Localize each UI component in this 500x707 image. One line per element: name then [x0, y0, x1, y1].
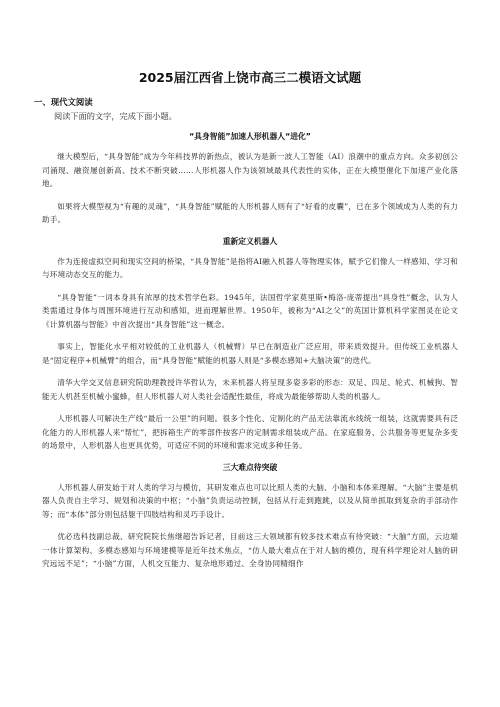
page-title: 2025届江西省上饶市高三二模语文试题 [138, 70, 362, 85]
paragraph: “具身智能”一词本身具有浓厚的技术哲学色彩。1945年，法国哲学家莫里斯•梅洛-庞蒂提出“具身性”概念，认为人类需通过身体与周围环境进行互动和感知，进而理解世界。1950年，被称为“AI之父”的英国计算机科学家图灵在论文《计算机器与智能》中首次提出“具身智能”这一概念。 [42, 292, 458, 329]
paragraph: 继大模型后，“具身智能”成为今年科技界的新热点，被认为是新一波人工智能（AI）浪潮中的重点方向。众多初创公司涌现、融资屡创新高、技术不断突破……人形机器人作为该领域最具代表性的实体，正在大模型催化下加速产业化落地。 [42, 152, 458, 188]
paragraph: 优必选科技副总裁、研究院院长焦继超告诉记者，目前这三大领域都有较多技术难点有待突破：“大脑”方面，云边端一体计算架构、多模态感知与环境建模等是近年技术焦点，“仿人最大难点在于对人脑的模仿，现有科学理论对人脑的研究远远不足”；“小脑”方面，人机交互能力、复杂地形通过、全身协同精细作 [42, 532, 458, 568]
paragraph: 清华大学交叉信息研究院助理教授许华哲认为，未来机器人将呈现多姿多彩的形态：双足、四足、轮式、机械狗、智能无人机甚至机械小蜜蜂，但人形机器人对人类社会适配性最佳，将成为最能够帮助人类的机器人。 [42, 378, 458, 401]
paragraph: 人形机器人研发始于对人类的学习与模仿，其研发难点也可以比照人类的大脑、小脑和本体来理解。“大脑”主要是机器人负责自主学习、规划和决策的中枢；“小脑”负责运动控制，包括从行走到跑跳，以及从简单抓取到复杂的手部动作等；而“本体”部分则包括躯干四肢结构和灵巧手设计。 [42, 482, 458, 519]
section-heading: 一、现代文阅读 [34, 97, 93, 107]
subheading: 三大难点待突破 [222, 462, 278, 472]
article-title: “具身智能”加速人形机器人“进化” [189, 132, 311, 141]
instruction-text: 阅读下面的文字，完成下面小题。 [54, 112, 177, 121]
subheading: 重新定义机器人 [222, 236, 278, 246]
paragraph: 作为连接虚拟空间和现实空间的桥梁，“具身智能”是指将AI融入机器人等物理实体，赋予它们像人一样感知、学习和与环境动态交互的能力。 [42, 256, 458, 279]
paragraph: 人形机器人可解决生产线“最后一公里”的问题。很多个性化、定制化的产品无法靠流水线统一组装，这就需要具有泛化能力的人形机器人来“帮忙”，把拆箱生产的零部件按客户的定制需求组装成产品。在家庭服务、公共服务等更复杂多变的场景中，人形机器人也更具优势，可适应不同的环境和需求完成多种任务。 [42, 414, 458, 450]
paragraph: 如果将大模型视为“有趣的灵魂”，“具身智能”赋能的人形机器人则有了“好看的皮囊”，已在多个领域成为人类的有力助手。 [42, 201, 458, 224]
paragraph: 事实上，智能化水平相对较低的工业机器人（机械臂）早已在制造业广泛应用，带来质效提升。但传统工业机器人是“固定程序+机械臂”的组合，而“具身智能”赋能的机器人则是“多模态感知+大脑决策”的迭代。 [42, 342, 458, 365]
